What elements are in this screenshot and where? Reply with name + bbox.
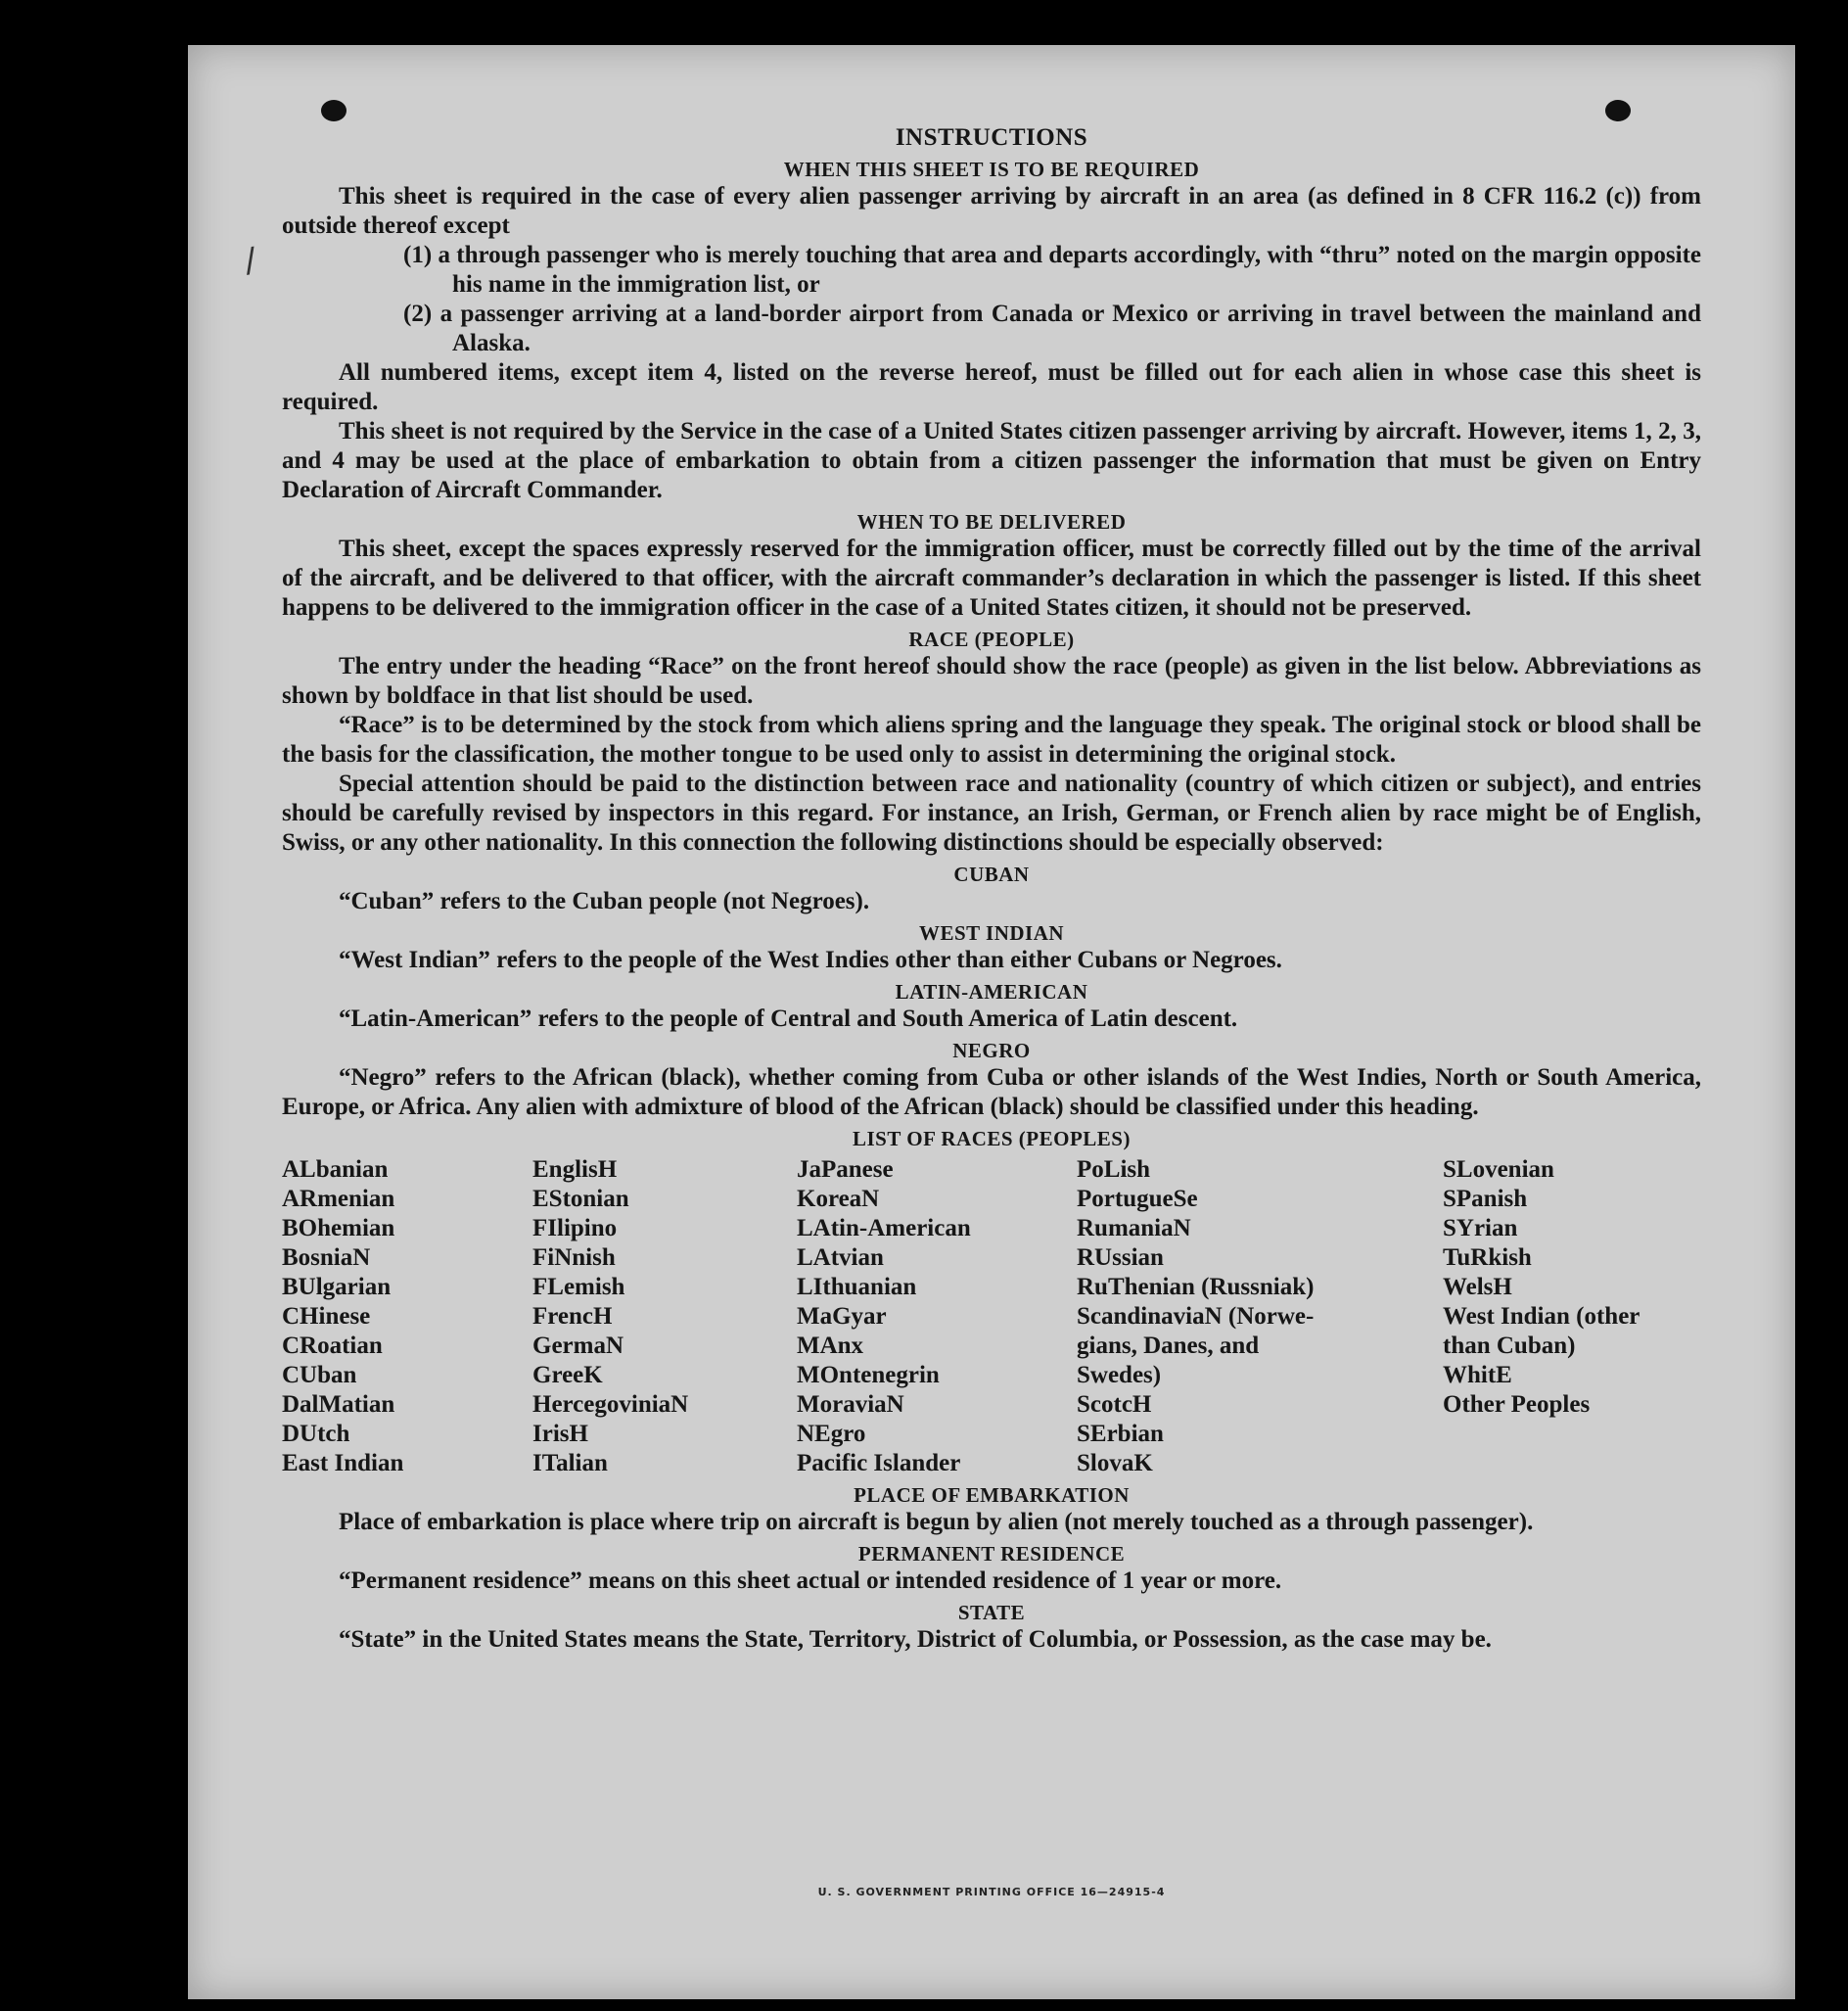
embarkation-paragraph: Place of embarkation is place where trip on aircraft is begun by alien (not merely touched as a through passenger). — [339, 1509, 1534, 1535]
instructions-content — [282, 123, 1701, 1655]
race-entry: FrencH — [532, 1303, 613, 1330]
race-entry: ITalian — [532, 1450, 608, 1476]
delivered-paragraph: This sheet, except the spaces expressly reserved for the immigration officer, must be correctly filled out by the time of the arrival of the aircraft, and be delivered to that officer, with the aircraft commander’s declaration in which the passenger is listed. If this sheet happens to be delivered to the immigration officer in the case of a United States citizen, it should not be preserved. — [282, 536, 1701, 621]
west-indian-paragraph: “West Indian” refers to the people of the West Indies other than either Cubans or Negroes. — [339, 947, 1282, 973]
page-title: INSTRUCTIONS — [895, 124, 1088, 151]
race-entry: MaGyar — [797, 1303, 887, 1330]
race-column-4 — [1077, 1155, 1443, 1478]
race-entry: CHinese — [282, 1303, 371, 1330]
race-entry: MoraviaN — [797, 1391, 904, 1418]
race-entry: GermaN — [532, 1333, 624, 1359]
race-entry: LAtin-American — [797, 1215, 971, 1241]
race-entry: ARmenian — [282, 1186, 395, 1212]
race-entry: Pacific Islander — [797, 1450, 961, 1476]
heading-latin-american: LATIN-AMERICAN — [895, 980, 1088, 1004]
latin-american-paragraph: “Latin-American” refers to the people of Central and South America of Latin descent. — [339, 1006, 1238, 1032]
printing-office-imprint: U. S. GOVERNMENT PRINTING OFFICE 16—24915-4 — [817, 1886, 1166, 1898]
race-entry: FIlipino — [532, 1215, 618, 1241]
race-entry: West Indian (other — [1443, 1303, 1640, 1330]
race-entry: GreeK — [532, 1362, 603, 1388]
race-column-5 — [1443, 1155, 1701, 1478]
race-entry: HercegoviniaN — [532, 1391, 689, 1418]
race-entry: BOhemian — [282, 1215, 395, 1241]
race-entry: LAtvian — [797, 1244, 884, 1271]
heading-race: RACE (PEOPLE) — [908, 628, 1075, 651]
race-entry: KoreaN — [797, 1186, 880, 1212]
race-entry: RumaniaN — [1077, 1215, 1191, 1241]
race-entry: Swedes) — [1077, 1362, 1162, 1388]
race-entry: LIthuanian — [797, 1274, 917, 1300]
punch-hole-left — [321, 100, 346, 121]
race-entry: PoLish — [1077, 1156, 1151, 1183]
heading-cuban: CUBAN — [953, 863, 1030, 886]
heading-negro: NEGRO — [952, 1039, 1031, 1062]
race-entry: DalMatian — [282, 1391, 395, 1418]
heading-state: STATE — [957, 1601, 1026, 1624]
race-entry: SErbian — [1077, 1421, 1164, 1447]
race-entry: than Cuban) — [1443, 1333, 1576, 1359]
race-column-2 — [532, 1155, 797, 1478]
race-entry: FLemish — [532, 1274, 625, 1300]
race-entry: EnglisH — [532, 1156, 618, 1183]
exception-item-2: (2) a passenger arriving at a land-border airport from Canada or Mexico or arriving in travel between the mainland and Alaska. — [403, 301, 1701, 356]
race-entry: gians, Danes, and — [1077, 1333, 1260, 1359]
race-entry: JaPanese — [797, 1156, 894, 1183]
race-column-1 — [282, 1155, 532, 1478]
race-paragraph-3: Special attention should be paid to the distinction between race and nationality (country of which citizen or subject), and entries should be carefully revised by inspectors in this regard. For instance, an Irish, German, or French alien by race might be of English, Swiss, or any other nationality. In this connection the following distinctions should be especially observed: — [282, 771, 1701, 856]
race-entry: ScandinaviaN (Norwe- — [1077, 1303, 1315, 1330]
heading-list-of-races: LIST OF RACES (PEOPLES) — [853, 1127, 1131, 1150]
heading-required: WHEN THIS SHEET IS TO BE REQUIRED — [783, 158, 1200, 181]
race-entry: SPanish — [1443, 1186, 1528, 1212]
race-entry: PortugueSe — [1077, 1186, 1198, 1212]
heading-embarkation: PLACE OF EMBARKATION — [854, 1483, 1130, 1507]
race-entry: SlovaK — [1077, 1450, 1153, 1476]
state-paragraph: “State” in the United States means the State, Territory, District of Columbia, or Possession, as the case may be. — [339, 1626, 1492, 1653]
race-entry: MAnx — [797, 1333, 864, 1359]
numbered-items-paragraph: All numbered items, except item 4, listed on the reverse hereof, must be filled out for each alien in whose case this sheet is required. — [282, 359, 1701, 415]
race-entry: WelsH — [1443, 1274, 1512, 1300]
heading-permanent-residence: PERMANENT RESIDENCE — [857, 1542, 1126, 1566]
cuban-paragraph: “Cuban” refers to the Cuban people (not Negroes). — [339, 888, 870, 914]
race-entry: EStonian — [532, 1186, 629, 1212]
race-entry: SYrian — [1443, 1215, 1518, 1241]
race-entry: IrisH — [532, 1421, 588, 1447]
required-intro: This sheet is required in the case of every alien passenger arriving by aircraft in an area (as defined in 8 CFR 116.2 (c)) from outside thereof except — [282, 183, 1701, 239]
race-column-3 — [797, 1155, 1077, 1478]
race-entry: Other Peoples — [1443, 1391, 1591, 1418]
race-entry: CUban — [282, 1362, 357, 1388]
race-entry: ScotcH — [1077, 1391, 1152, 1418]
race-entry: SLovenian — [1443, 1156, 1554, 1183]
heading-delivered: WHEN TO BE DELIVERED — [856, 510, 1127, 534]
negro-paragraph: “Negro” refers to the African (black), whether coming from Cuba or other islands of the West Indies, North or South America, Europe, or Africa. Any alien with admixture of blood of the African (black) should be classified under this heading. — [282, 1064, 1701, 1120]
race-entry: BosniaN — [282, 1244, 371, 1271]
race-entry: NEgro — [797, 1421, 866, 1447]
race-entry: FiNnish — [532, 1244, 616, 1271]
race-entry: WhitE — [1443, 1362, 1512, 1388]
race-entry: TuRkish — [1443, 1244, 1532, 1271]
punch-hole-right — [1605, 100, 1631, 121]
race-entry: East Indian — [282, 1450, 404, 1476]
residence-paragraph: “Permanent residence” means on this sheet actual or intended residence of 1 year or more. — [339, 1567, 1282, 1594]
race-entry: CRoatian — [282, 1333, 383, 1359]
pencil-mark: / — [242, 240, 259, 281]
exception-item-1: (1) a through passenger who is merely touching that area and departs accordingly, with “thru” noted on the margin opposite his name in the immigration list, or — [403, 242, 1701, 298]
document-page — [188, 45, 1795, 1999]
race-list — [282, 1155, 1701, 1478]
race-entry: RUssian — [1077, 1244, 1164, 1271]
race-entry: DUtch — [282, 1421, 350, 1447]
race-paragraph-2: “Race” is to be determined by the stock from which aliens spring and the language they speak. The original stock or blood shall be the basis for the classification, the mother tongue to be used only to assist in determining the original stock. — [282, 712, 1701, 768]
race-entry: BUlgarian — [282, 1274, 392, 1300]
race-entry: ALbanian — [282, 1156, 389, 1183]
heading-west-indian: WEST INDIAN — [918, 921, 1065, 945]
citizen-paragraph: This sheet is not required by the Service in the case of a United States citizen passenger arriving by aircraft. However, items 1, 2, 3, and 4 may be used at the place of embarkation to obtain from a citizen passenger the information that must be given on Entry Declaration of Aircraft Commander. — [282, 418, 1701, 503]
race-entry: RuThenian (Russniak) — [1077, 1274, 1315, 1300]
race-paragraph-1: The entry under the heading “Race” on the front hereof should show the race (people) as given in the list below. Abbreviations as shown by boldface in that list should be used. — [282, 653, 1701, 709]
race-entry: MOntenegrin — [797, 1362, 940, 1388]
